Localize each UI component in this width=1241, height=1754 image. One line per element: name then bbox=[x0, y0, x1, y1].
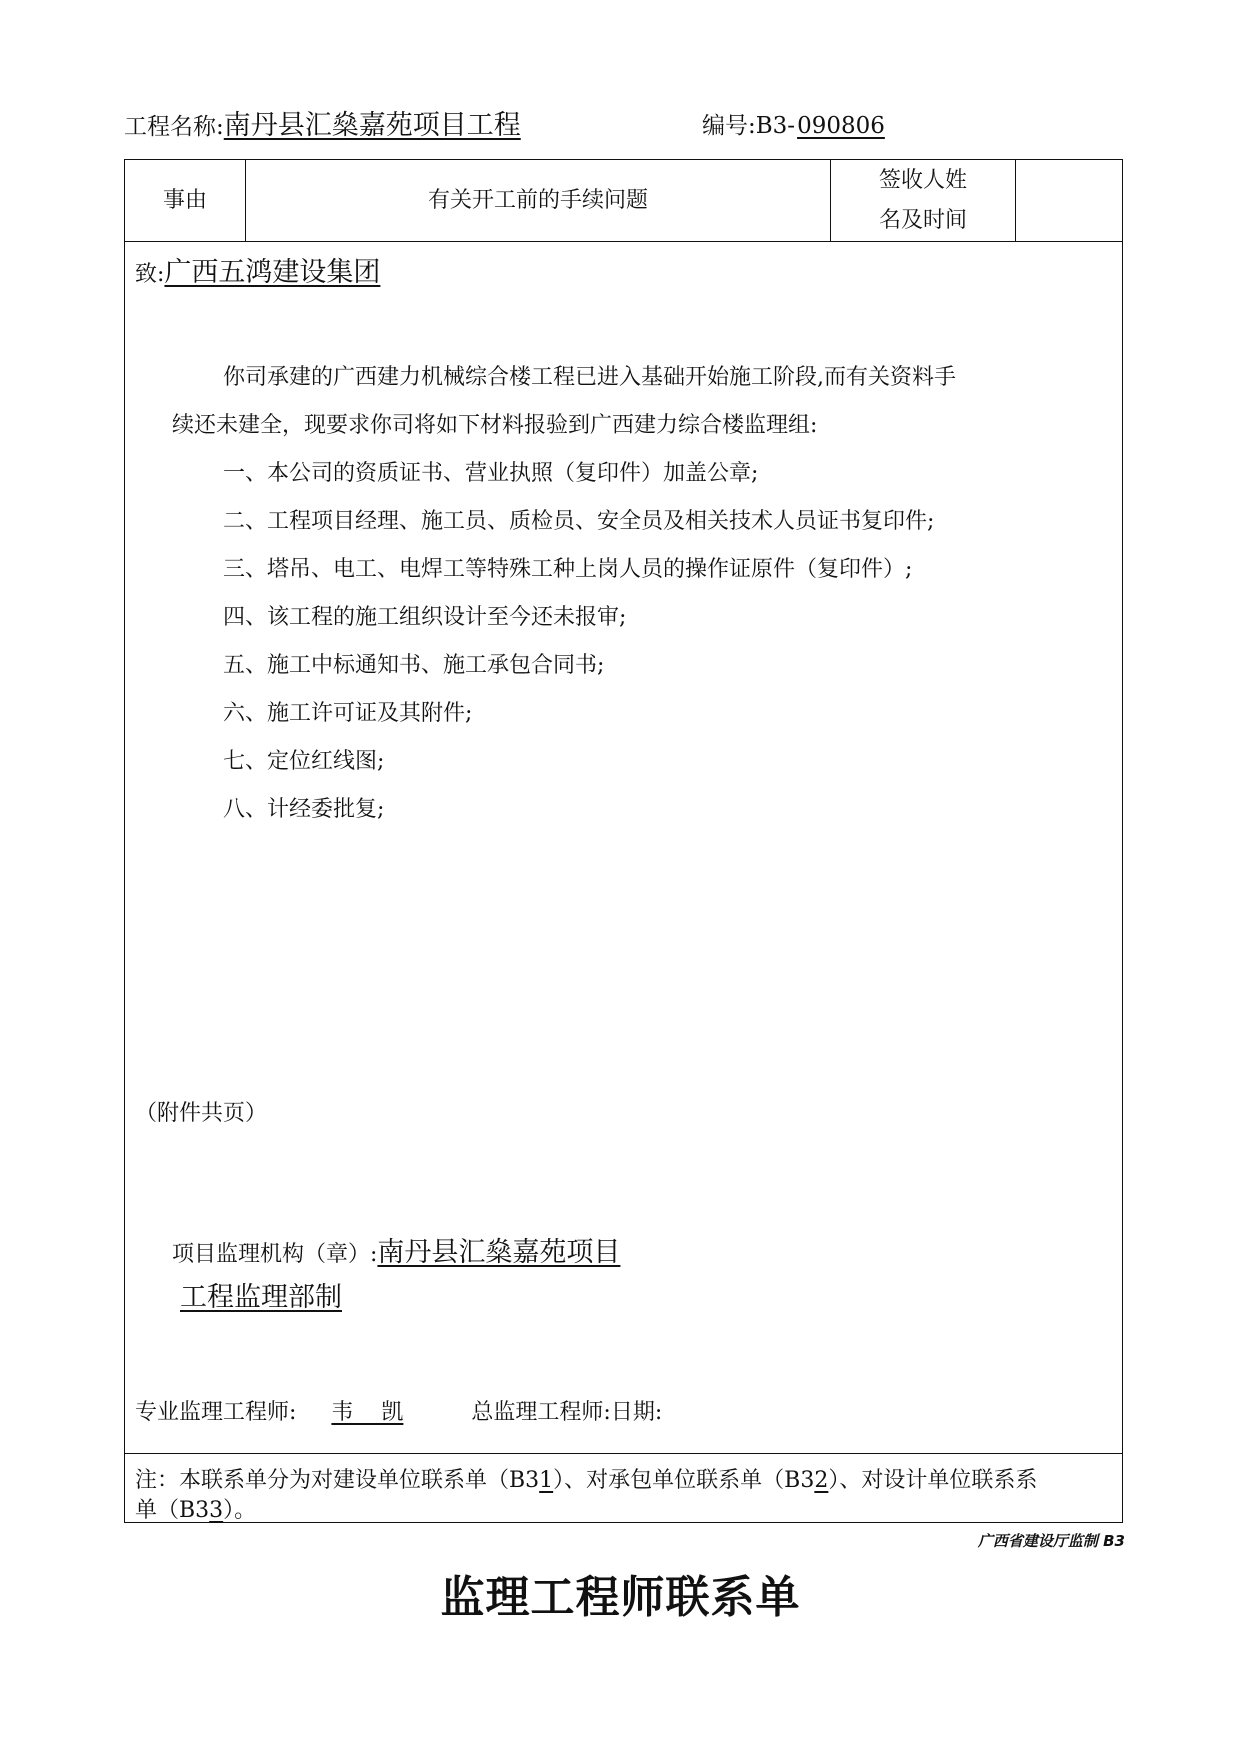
engineer-value: 韦 凯 bbox=[331, 1400, 404, 1425]
requirement-item: 二、工程项目经理、施工员、质检员、安全员及相关技术人员证书复印件; bbox=[223, 509, 935, 534]
note-text: 单（B3 bbox=[135, 1498, 210, 1523]
signature-line bbox=[135, 1397, 662, 1429]
project-name-line bbox=[124, 108, 521, 145]
project-name-label: 工程名称: bbox=[124, 114, 224, 140]
note-number: 2 bbox=[814, 1468, 829, 1493]
note-number: 3 bbox=[209, 1498, 224, 1523]
requirement-item: 八、计经委批复; bbox=[223, 797, 385, 822]
reason-label: 事由 bbox=[162, 187, 207, 213]
issuer-mark: 广西省建设厅监制 B3 bbox=[977, 1532, 1125, 1550]
requirement-item: 六、施工许可证及其附件; bbox=[223, 701, 473, 726]
signer-label-line1: 签收人姓 bbox=[878, 167, 967, 193]
addressee-line bbox=[135, 257, 380, 291]
note-text: 注：本联系单分为对建设单位联系单（B3 bbox=[135, 1468, 540, 1493]
note-text: ）、对承包单位联系单（B3 bbox=[553, 1468, 815, 1493]
document-number-label: 编号:B3- bbox=[702, 113, 796, 139]
contact-form bbox=[124, 159, 1123, 1523]
supervising-org-value-1: 南丹县汇燊嘉苑项目 bbox=[377, 1237, 621, 1268]
note-text: ）、对设计单位联系系 bbox=[828, 1468, 1038, 1493]
attachment-note: （附件共页） bbox=[135, 1101, 268, 1126]
requirement-item: 四、该工程的施工组织设计至今还未报审; bbox=[223, 605, 627, 630]
document-title: 监理工程师联系单 bbox=[440, 1572, 801, 1623]
requirement-item: 三、塔吊、电工、电焊工等特殊工种上岗人员的操作证原件（复印件）; bbox=[223, 557, 913, 582]
requirement-item: 一、本公司的资质证书、营业执照（复印件）加盖公章; bbox=[223, 461, 759, 486]
chief-engineer-label: 总监理工程师: bbox=[471, 1400, 611, 1425]
requirement-item: 五、施工中标通知书、施工承包合同书; bbox=[223, 653, 605, 678]
note-line-1 bbox=[135, 1465, 1037, 1497]
reason-value-cell bbox=[246, 160, 831, 241]
supervising-org-label: 项目监理机构（章）: bbox=[172, 1242, 378, 1267]
note-divider bbox=[125, 1453, 1122, 1454]
signer-label-cell bbox=[831, 160, 1016, 241]
project-name-value: 南丹县汇燊嘉苑项目工程 bbox=[223, 110, 521, 141]
date-label: 日期: bbox=[610, 1400, 663, 1425]
addressee-label: 致: bbox=[135, 262, 165, 287]
supervising-org-line bbox=[172, 1237, 620, 1271]
document-number-line bbox=[702, 108, 887, 144]
requirement-item: 七、定位红线图; bbox=[223, 749, 385, 774]
engineer-label: 专业监理工程师: bbox=[135, 1400, 297, 1425]
note-line-2 bbox=[135, 1495, 256, 1527]
supervising-org-line-2 bbox=[180, 1282, 342, 1316]
signer-label-line2: 名及时间 bbox=[878, 207, 967, 233]
signer-value-cell bbox=[1016, 160, 1122, 241]
note-number: 1 bbox=[539, 1468, 554, 1493]
addressee-value: 广西五鸿建设集团 bbox=[164, 257, 381, 288]
body-line-1: 你司承建的广西建力机械综合楼工程已进入基础开始施工阶段,而有关资料手 bbox=[223, 365, 956, 390]
supervising-org-value-2: 工程监理部制 bbox=[180, 1282, 342, 1313]
document-number-value: 090806 bbox=[797, 113, 885, 139]
reason-label-cell bbox=[125, 160, 246, 241]
note-text: ）。 bbox=[223, 1498, 257, 1523]
reason-value: 有关开工前的手续问题 bbox=[427, 187, 648, 213]
reason-row bbox=[125, 160, 1122, 242]
body-line-2: 续还未建全，现要求你司将如下材料报验到广西建力综合楼监理组: bbox=[172, 413, 818, 438]
